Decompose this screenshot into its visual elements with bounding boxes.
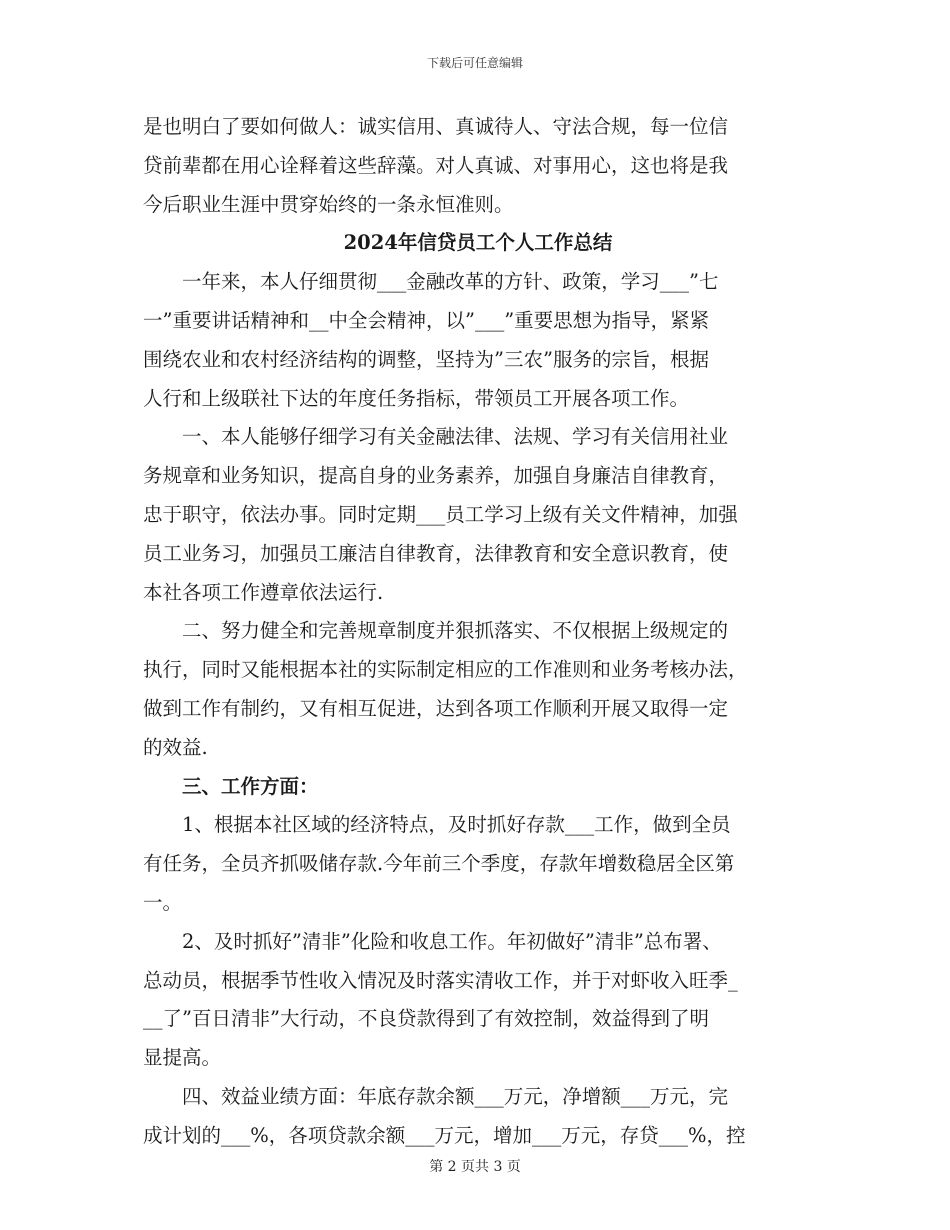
- text-line: 一”重要讲话精神和__中全会精神，以”___”重要思想为指导，紧紧: [143, 308, 710, 332]
- text-line: 2、及时抓好”清非”化险和收息工作。年初做好”清非”总布署、: [182, 929, 722, 953]
- text-line: 执行，同时又能根据本社的实际制定相应的工作准则和业务考核办法，: [143, 658, 748, 682]
- text-line: 总动员，根据季节性收入情况及时落实清收工作，并于对虾收入旺季_: [143, 968, 738, 992]
- section-heading: 三、工作方面：: [182, 774, 319, 798]
- text-line: 一、本人能够仔细学习有关金融法律、法规、学习有关信用社业: [182, 425, 729, 449]
- text-line: 是也明白了要如何做人：诚实信用、真诚待人、守法合规，每一位信: [143, 115, 729, 138]
- text-line: 有任务，全员齐抓吸储存款.今年前三个季度，存款年增数稳居全区第: [143, 852, 735, 876]
- page-header-note: 下载后可任意编辑: [426, 56, 523, 70]
- text-line: 四、效益业绩方面：年底存款余额___万元，净增额___万元，完: [182, 1084, 729, 1108]
- text-line: 本社各项工作遵章依法运行.: [143, 580, 384, 604]
- text-line: __了”百日清非”大行动，不良贷款得到了有效控制，效益得到了明: [143, 1007, 709, 1031]
- body-text: [143, 108, 813, 1156]
- text-line: 成计划的___%，各项贷款余额___万元，增加___万元，存贷___%，控: [143, 1123, 746, 1147]
- text-line: 务规章和业务知识，提高自身的业务素养，加强自身廉洁自律教育，: [143, 464, 729, 488]
- text-line: 二、努力健全和完善规章制度并狠抓落实、不仅根据上级规定的: [182, 619, 729, 643]
- text-line: 贷前辈都在用心诠释着这些辞藻。对人真诚、对事用心，这也将是我: [143, 153, 729, 177]
- text-line: 忠于职守，依法办事。同时定期___员工学习上级有关文件精神，加强: [143, 502, 738, 526]
- text-line: 的效益.: [143, 735, 208, 759]
- text-line: 人行和上级联社下达的年度任务指标，带领员工开展各项工作。: [143, 386, 690, 410]
- text-line: 围绕农业和农村经济结构的调整，坚持为”三农”服务的宗旨，根据: [143, 347, 709, 371]
- text-line: 今后职业生涯中贯穿始终的一条永恒准则。: [143, 192, 514, 216]
- text-line: 做到工作有制约，又有相互促进，达到各项工作顺利开展又取得一定: [143, 696, 729, 720]
- text-line: 一。: [143, 890, 183, 914]
- text-line: 员工业务习，加强员工廉洁自律教育，法律教育和安全意识教育，使: [143, 541, 729, 565]
- page-number: 第 2 页共 3 页: [429, 1159, 521, 1175]
- text-line: 一年来，本人仔细贯彻___金融改革的方针、政策，学习___”七: [182, 270, 719, 294]
- text-line: 1、根据本社区域的经济特点，及时抓好存款___工作，做到全员: [182, 813, 731, 837]
- text-line: 显提高。: [143, 1046, 222, 1070]
- section-title: 2024年信贷员工个人工作总结: [343, 231, 613, 255]
